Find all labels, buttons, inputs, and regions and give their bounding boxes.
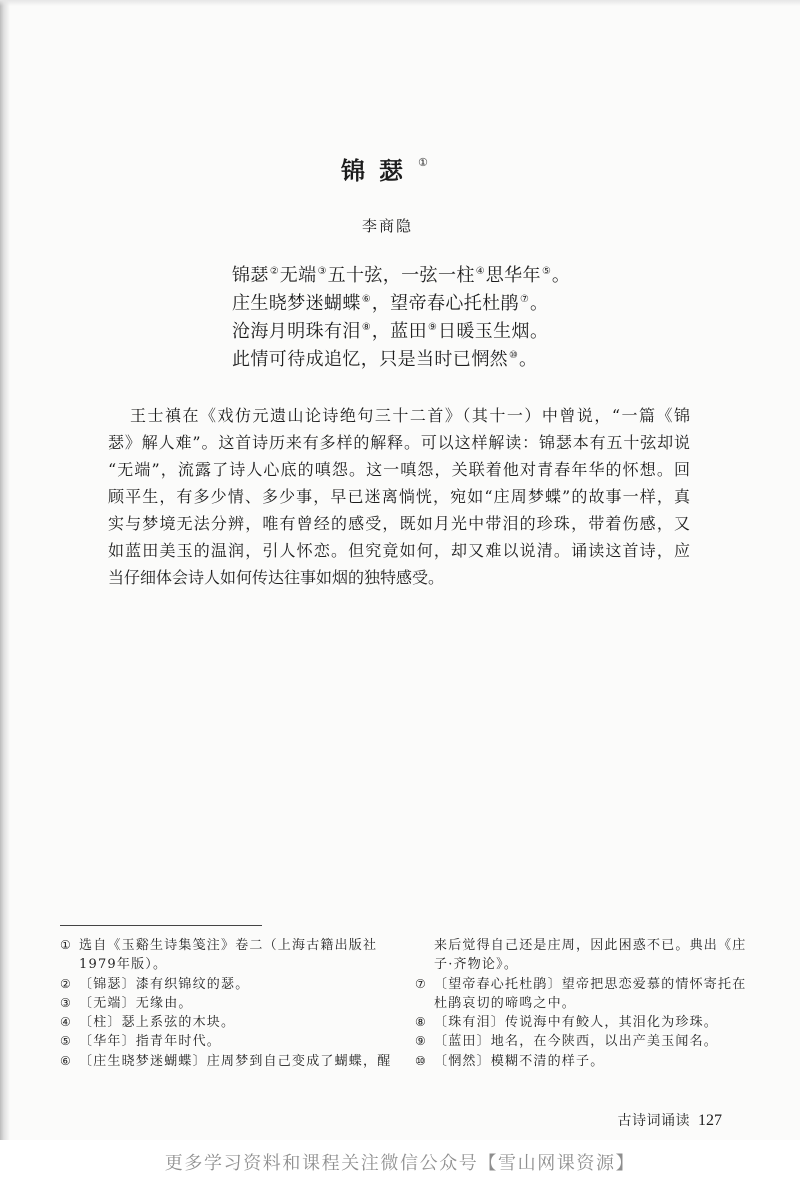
footnote-ref-1: ① [418,156,428,169]
footnote-line: 1979年版）。 [79,957,168,973]
poem-text: 五十弦，一弦一柱 [327,265,475,286]
poem-line-4 [232,346,570,374]
footnote-text [434,1032,718,1051]
footnote-9 [415,1032,755,1051]
footnote-divider [60,925,262,926]
footnote-line: 〔蓝田〕地名，在今陕西，以出产美玉闻名。 [434,1034,719,1050]
poem-text: 日暖玉生烟。 [437,321,549,342]
footnote-line: 〔柱〕瑟上系弦的木块。 [79,1015,236,1031]
poem-text: 。 [529,293,549,314]
poem-text: 。 [518,349,538,370]
footnote-line: 〔华年〕指青年时代。 [79,1034,222,1050]
footnote-number: ⑦ [415,976,426,991]
commentary-line: 瑟》解人难”。这首诗历来有多样的解释。可以这样解读：锦瑟本有五十弦却说 [108,433,690,452]
scan-edge-shadow [0,0,10,1140]
footnote-ref-2: ② [269,266,279,277]
footnote-number: ② [60,976,71,991]
footnote-ref-4: ④ [475,266,485,277]
footnotes-left-column [60,936,400,1071]
footnote-line: 杜鹃哀切的啼鸣之中。 [434,995,577,1011]
footnote-text [434,936,746,975]
footnote-number: ⑥ [60,1053,71,1068]
footnote-line: 〔望帝春心托杜鹃〕望帝把思恋爱慕的情怀寄托在 [434,976,747,992]
footnote-text [79,936,377,975]
footnote-text [79,1052,391,1071]
poem-line-2 [232,290,570,318]
footnote-text [79,994,193,1013]
scan-top-shadow [0,0,800,6]
footnote-number: ⑩ [415,1053,426,1068]
footnote-6 [60,1052,400,1071]
commentary-paragraph [108,402,690,591]
footnote-ref-7: ⑦ [519,294,529,305]
page-number: 127 [698,1112,722,1129]
footnote-line: 来后觉得自己还是庄周，因此困惑不已。典出《庄 [434,938,747,953]
poem-text: 此情可待成追忆，只是当时已惘然 [232,349,508,370]
poem-text: 思华年 [485,265,541,286]
poem-text: 。 [551,265,571,286]
commentary-line: “无端”，流露了诗人心底的嗔怨。这一嗔怨，关联着他对青春年华的怀想。回 [108,460,690,479]
footnote-1 [60,936,400,975]
footnote-ref-5: ⑤ [541,266,551,277]
footnote-ref-6: ⑥ [361,294,371,305]
poem-line-3 [232,318,570,346]
section-name: 古诗词诵读 [617,1113,690,1129]
footnote-ref-9: ⑨ [427,322,437,333]
poem-title-text: 锦瑟 [341,156,417,185]
footnote-text [79,975,249,994]
footnote-2 [60,975,400,994]
footnote-line: 〔庄生晓梦迷蝴蝶〕庄周梦到自己变成了蝴蝶，醒 [79,1053,392,1069]
poem-text: ，望帝春心托杜鹃 [371,293,519,314]
footnote-number: ④ [60,1015,71,1030]
poem-author: 李商隐 [362,217,414,235]
commentary-line: 如蓝田美玉的温润，引人怀恋。但究竟如何，却又难以说清。诵读这首诗，应 [108,541,690,560]
poem-body [232,262,570,374]
footnote-ref-3: ③ [317,266,327,277]
poem-text: ，蓝田 [371,321,427,342]
footnote-text [79,1013,235,1032]
footnote-text [434,1013,718,1032]
footnote-4 [60,1013,400,1032]
poem-text: 无端 [279,265,317,286]
footnote-line: 〔无端〕无缘由。 [79,995,193,1011]
footnote-number-blank [415,936,434,975]
footnote-number: ③ [60,995,71,1010]
commentary-line: 王士禛在《戏仿元遗山论诗绝句三十二首》（其十一）中曾说，“一篇《锦 [130,406,690,425]
poem-title [341,151,428,186]
footnote-ref-10: ⑩ [509,350,518,361]
footnote-5 [60,1032,400,1051]
footnote-line: 〔珠有泪〕传说海中有鲛人，其泪化为珍珠。 [434,1015,719,1031]
page-footer [618,1110,723,1130]
footnote-ref-8: ⑧ [361,322,371,333]
footnote-3 [60,994,400,1013]
footnote-7 [415,975,755,1014]
footnote-text [434,1052,604,1071]
footnote-number: ⑤ [60,1034,71,1049]
commentary-line: 实与梦境无法分辨，唯有曾经的感受，既如月光中带泪的珍珠，带着伤感，又 [108,514,690,533]
footnote-text [434,975,746,1014]
footnote-text [79,1032,221,1051]
footnote-number: ⑧ [415,1015,426,1030]
commentary-line: 顾平生，有多少情、多少事，早已迷离惝恍，宛如“庄周梦蝶”的故事一样，真 [108,487,690,506]
footnote-number: ① [60,938,71,952]
footnote-number: ⑨ [415,1034,426,1049]
footnotes-right-column [415,936,755,1071]
footnote-8 [415,1013,755,1032]
footnote-line: 〔惘然〕模糊不清的样子。 [434,1053,605,1069]
footnote-line: 子·齐物论》。 [434,957,519,973]
commentary-line: 当仔细体会诗人如何传达往事如烟的独特感受。 [108,568,445,587]
footnote-6-continued [415,936,755,975]
poem-line-1 [232,262,570,290]
poem-text: 锦瑟 [232,265,269,286]
watermark-text: 更多学习资料和课程关注微信公众号【雪山网课资源】 [164,1153,636,1174]
footnote-line: 选自《玉谿生诗集笺注》卷二（上海古籍出版社 [79,938,378,953]
poem-text: 沧海月明珠有泪 [232,321,361,342]
footnote-10 [415,1052,755,1071]
poem-text: 庄生晓梦迷蝴蝶 [232,293,361,314]
footnote-line: 〔锦瑟〕漆有织锦纹的瑟。 [79,976,250,992]
